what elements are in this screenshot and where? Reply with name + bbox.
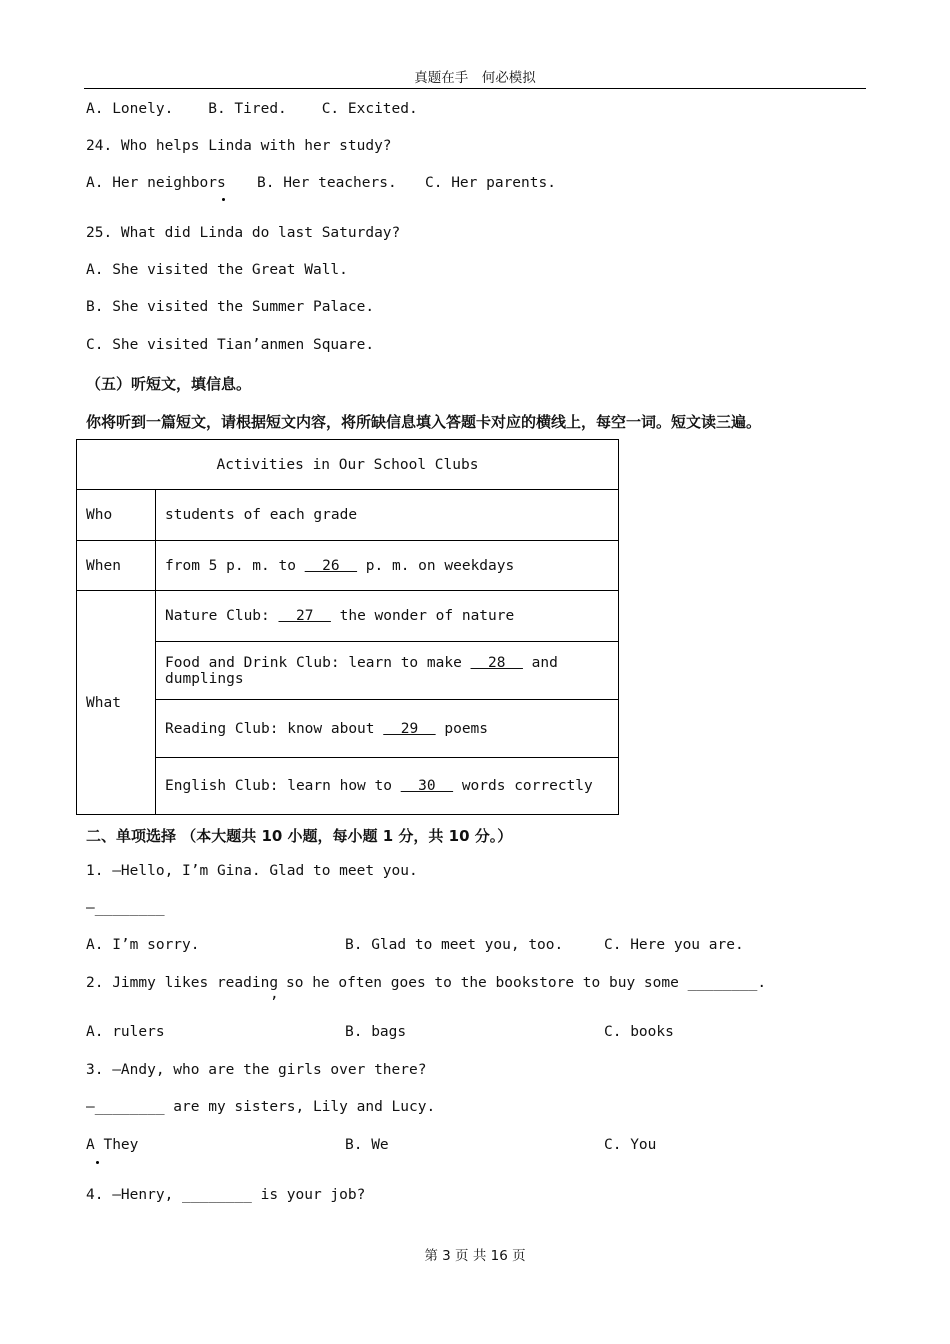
table-row — [77, 758, 619, 815]
q3-option-b: B. We — [345, 1137, 389, 1153]
q2-stem-part2: so he often goes to the bookstore to buy some ________. — [286, 975, 767, 991]
q24-option-a: A. Her neighbors — [86, 175, 226, 191]
item-text: Reading Club: know about — [165, 720, 384, 737]
what-item — [156, 758, 619, 815]
q2-stem-part1: 2. Jimmy likes reading — [86, 975, 279, 991]
table-title: Activities in Our School Clubs — [77, 440, 619, 490]
item-text: words correctly — [453, 778, 593, 794]
table-row — [77, 490, 619, 541]
table-row — [77, 700, 619, 758]
stray-dot-mark — [96, 1161, 99, 1164]
blank-28[interactable]: 28 — [470, 654, 523, 671]
q25-option-b: B. She visited the Summer Palace. — [86, 299, 375, 315]
item-text: Nature Club: — [165, 608, 279, 624]
q2-stem-comma: , — [270, 986, 279, 1002]
q1-option-b: B. Glad to meet you, too. — [345, 937, 564, 953]
when-value — [156, 541, 619, 591]
what-item — [156, 700, 619, 758]
q25-option-c: C. She visited Tian’anmen Square. — [86, 337, 375, 353]
item-text: the wonder of nature — [330, 608, 515, 624]
page-header: 真题在手 何必模拟 — [414, 70, 536, 86]
what-item — [156, 642, 619, 700]
q4-stem: 4. —Henry, ________ is your job? — [86, 1187, 366, 1203]
q3-option-a: A They — [86, 1137, 139, 1153]
blank-30[interactable]: 30 — [400, 778, 454, 794]
item-text: English Club: learn how to — [165, 778, 401, 794]
row-label-when: When — [77, 541, 156, 591]
q3-stem: 3. —Andy, who are the girls over there? — [86, 1062, 427, 1078]
section-instruction: 你将听到一篇短文，请根据短文内容，将所缺信息填入答题卡对应的横线上，每空一词。短文读三遍。 — [86, 413, 762, 431]
q24-option-b: B. Her teachers. — [257, 175, 397, 191]
row-label-who: Who — [77, 490, 156, 541]
row-label-what: What — [77, 591, 156, 815]
clubs-table — [76, 439, 619, 815]
blank-27[interactable]: 27 — [278, 608, 331, 624]
q23-options: A. Lonely. B. Tired. C. Excited. — [86, 101, 418, 117]
stray-dot-mark — [222, 198, 225, 201]
table-row — [77, 642, 619, 700]
q1-stem: 1. —Hello, I’m Gina. Glad to meet you. — [86, 863, 418, 879]
q2-option-b: B. bags — [345, 1024, 407, 1040]
q1-option-a: A. I’m sorry. — [86, 937, 200, 953]
q3-answer-line: —________ are my sisters, Lily and Lucy. — [86, 1099, 436, 1115]
q24-option-c: C. Her parents. — [425, 175, 556, 191]
q1-option-c: C. Here you are. — [604, 937, 744, 953]
q25-stem: 25. What did Linda do last Saturday? — [86, 225, 401, 241]
table-row — [77, 591, 619, 642]
q3-option-c: C. You — [604, 1137, 657, 1153]
table-title-row — [77, 440, 619, 490]
q2-option-c: C. books — [604, 1024, 674, 1040]
table-row — [77, 541, 619, 591]
q1-answer-line: —________ — [86, 900, 165, 916]
when-text-after: p. m. on weekdays — [357, 557, 515, 574]
when-text-before: from 5 p. m. to — [165, 557, 305, 574]
q25-option-a: A. She visited the Great Wall. — [86, 262, 348, 278]
part-heading: 二、单项选择 （本大题共 10 小题，每小题 1 分，共 10 分。） — [86, 827, 513, 845]
page-number: 第 3 页 共 16 页 — [424, 1248, 526, 1264]
item-text: Food and Drink Club: learn to make — [165, 654, 471, 671]
blank-26[interactable]: 26 — [304, 557, 358, 574]
what-item — [156, 591, 619, 642]
item-text: and dumplings — [165, 654, 558, 687]
header-divider — [84, 88, 866, 89]
who-value: students of each grade — [156, 490, 619, 541]
section-heading: （五）听短文，填信息。 — [86, 375, 252, 393]
blank-29[interactable]: 29 — [383, 720, 436, 737]
item-text: poems — [435, 720, 489, 737]
q24-stem: 24. Who helps Linda with her study? — [86, 138, 392, 154]
q2-option-a: A. rulers — [86, 1024, 165, 1040]
